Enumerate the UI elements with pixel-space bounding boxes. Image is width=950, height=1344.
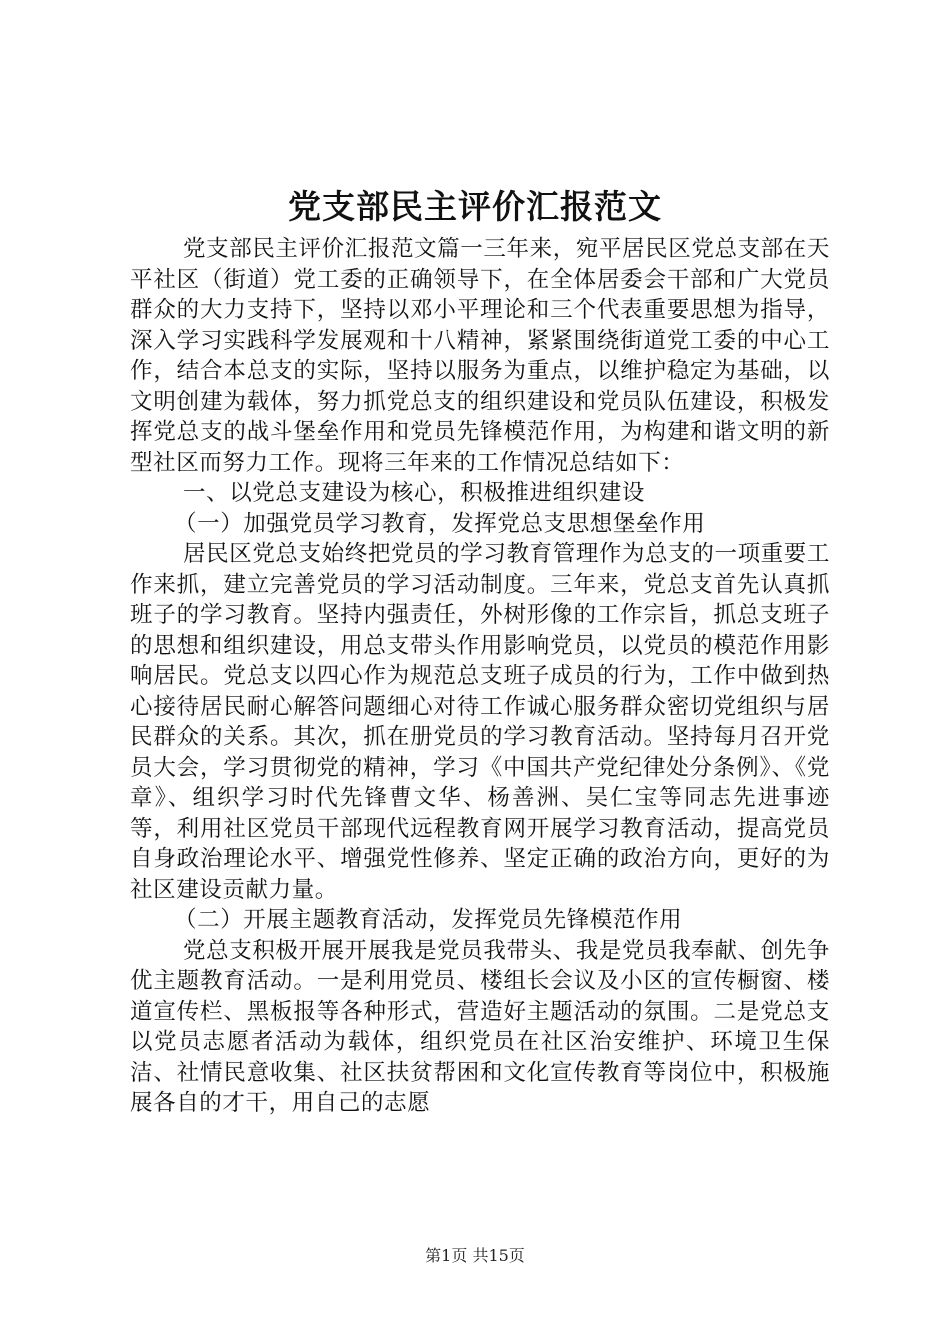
- document-title: 党支部民主评价汇报范文: [288, 187, 662, 226]
- paragraph-intro: 党支部民主评价汇报范文篇一三年来，宛平居民区党总支部在天平社区（街道）党工委的正确领导下，在全体居委会干部和广大党员群众的大力支持下，坚持以邓小平理论和三个代表重要思想为指导，深入学习实践科学发展观和十八精神，紧紧围绕街道党工委的中心工作，结合本总支的实际，坚持以服务为重点，以维护稳定为基础，以文明创建为载体，努力抓党总支的组织建设和党员队伍建设，积极发挥党总支的战斗堡垒作用和党员先锋模范作用，为构建和谐文明的新型社区而努力工作。现将三年来的工作情况总结如下：: [130, 236, 830, 476]
- page-indicator: 第1页 共15页: [425, 1246, 525, 1265]
- subsection-heading-2: （二）开展主题教育活动，发挥党员先锋模范作用: [174, 907, 683, 933]
- subsection-heading-1: （一）加强党员学习教育，发挥党总支思想堡垒作用: [174, 510, 706, 537]
- paragraph-study-education: 居民区党总支始终把党员的学习教育管理作为总支的一项重要工作来抓，建立完善党员的学习活动制度。三年来，党总支首先认真抓班子的学习教育。坚持内强责任，外树形像的工作宗旨，抓总支班子的思想和组织建设，用总支带头作用影响党员，以党员的模范作用影响居民。党总支以四心作为规范总支班子成员的行为，工作中做到热心接待居民耐心解答问题细心对待工作诚心服务群众密切党组织与居民群众的关系。其次，抓在册党员的学习教育活动。坚持每月召开党员大会，学习贯彻党的精神，学习《中国共产党纪律处分条例》、《党章》、组织学习时代先锋曹文华、杨善洲、吴仁宝等同志先进事迹等，利用社区党员干部现代远程教育网开展学习教育活动，提高党员自身政治理论水平、增强党性修养、坚定正确的政治方向，更好的为社区建设贡献力量。: [130, 541, 830, 903]
- document-body: [130, 234, 830, 1119]
- section-heading-1: 一、以党总支建设为核心，积极推进组织建设: [183, 480, 646, 506]
- paragraph-theme-activities: 党总支积极开展开展我是党员我带头、我是党员我奉献、创先争优主题教育活动。一是利用党员、楼组长会议及小区的宣传橱窗、楼道宣传栏、黑板报等各种形式，营造好主题活动的氛围。二是党总支以党员志愿者活动为载体，组织党员在社区治安维护、环境卫生保洁、社情民意收集、社区扶贫帮困和文化宣传教育等岗位中，积极施展各自的才干，用自己的志愿: [130, 937, 830, 1116]
